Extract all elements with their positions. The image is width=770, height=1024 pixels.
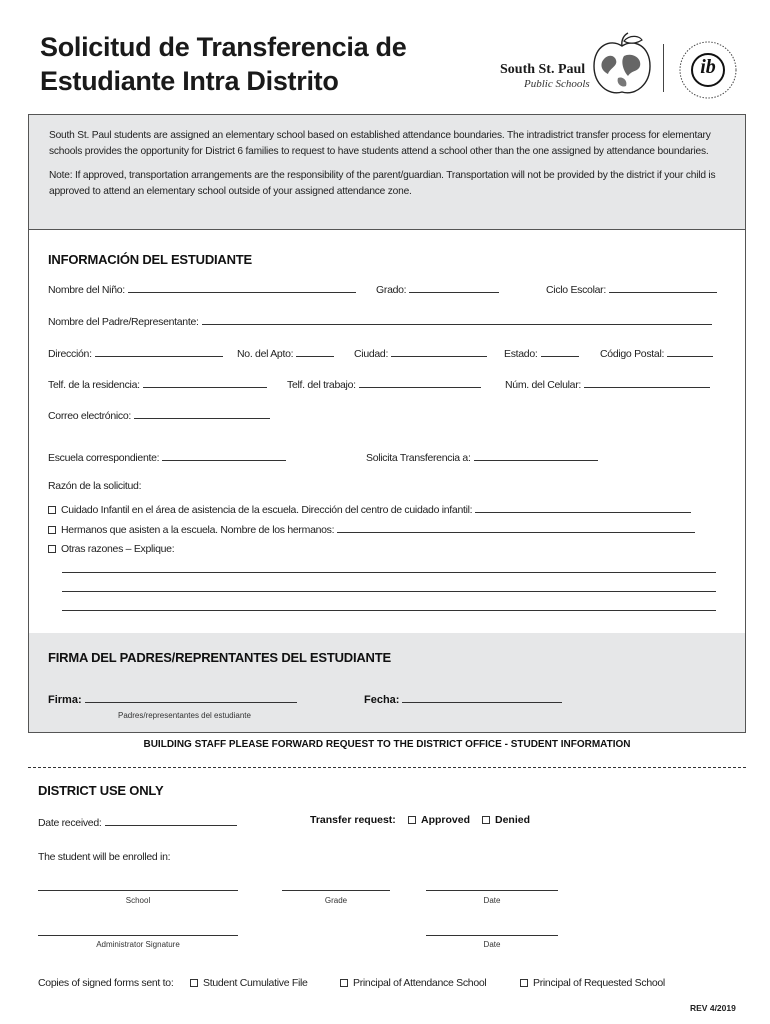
enrolled-label: The student will be enrolled in:: [38, 851, 171, 863]
admin-date-field[interactable]: [426, 935, 558, 936]
grade-label: Grado:: [376, 284, 407, 296]
cumulative-file-checkbox[interactable]: [190, 979, 198, 987]
logo-divider: [663, 44, 664, 92]
ib-world-school-icon: [678, 40, 738, 100]
apt-label: No. del Apto:: [237, 348, 294, 360]
work-phone-field[interactable]: [359, 377, 481, 388]
cumulative-file-label: Student Cumulative File: [203, 977, 308, 989]
district-use-heading: DISTRICT USE ONLY: [38, 783, 164, 798]
grade-field[interactable]: [409, 282, 499, 293]
explain-line-2[interactable]: [62, 591, 716, 592]
enrolled-date-caption: Date: [483, 896, 501, 905]
approved-checkbox[interactable]: [408, 816, 416, 824]
enrolled-date-field[interactable]: [426, 890, 558, 891]
child-name-field[interactable]: [128, 282, 356, 293]
intro-box: [28, 114, 746, 230]
address-field[interactable]: [95, 346, 223, 357]
childcare-field[interactable]: [475, 502, 691, 513]
zip-field[interactable]: [667, 346, 713, 357]
email-label: Correo electrónico:: [48, 410, 132, 422]
requested-principal-label: Principal of Requested School: [533, 977, 665, 989]
denied-checkbox[interactable]: [482, 816, 490, 824]
parent-name-field[interactable]: [202, 314, 712, 325]
title-line-1: Solicitud de Transferencia de: [40, 32, 407, 62]
signature-field[interactable]: [85, 692, 297, 703]
other-reason-checkbox[interactable]: [48, 545, 56, 553]
apple-globe-icon: [588, 32, 658, 98]
copies-label: Copies of signed forms sent to:: [38, 977, 174, 989]
explain-line-1[interactable]: [62, 572, 716, 573]
assigned-school-label: Escuela correspondiente:: [48, 452, 160, 464]
sign-date-label: Fecha:: [364, 694, 400, 706]
childcare-label: Cuidado Infantil en el área de asistencia de la escuela. Dirección del centro de cuidado infantil:: [61, 504, 473, 516]
forward-note: BUILDING STAFF PLEASE FORWARD REQUEST TO THE DISTRICT OFFICE - STUDENT INFORMATION: [143, 739, 631, 750]
siblings-label: Hermanos que asisten a la escuela. Nombre de los hermanos:: [61, 524, 335, 536]
assigned-school-field[interactable]: [162, 450, 286, 461]
siblings-checkbox[interactable]: [48, 526, 56, 534]
enrolled-school-field[interactable]: [38, 890, 238, 891]
city-label: Ciudad:: [354, 348, 389, 360]
cut-line: [28, 767, 746, 768]
revision-label: REV 4/2019: [690, 1003, 736, 1013]
district-logo-sub: Public Schools: [524, 78, 590, 90]
requested-principal-checkbox[interactable]: [520, 979, 528, 987]
explain-line-3[interactable]: [62, 610, 716, 611]
enrolled-school-caption: School: [125, 896, 151, 905]
signature-heading: FIRMA DEL PADRES/REPRENTANTES DEL ESTUDIANTE: [48, 650, 391, 665]
date-received-field[interactable]: [105, 815, 237, 826]
state-field[interactable]: [541, 346, 579, 357]
work-phone-label: Telf. del trabajo:: [287, 379, 356, 391]
attendance-principal-checkbox[interactable]: [340, 979, 348, 987]
title-line-2: Estudiante Intra Distrito: [40, 66, 339, 96]
signature-caption: Padres/representantes del estudiante: [118, 711, 251, 720]
approved-label: Approved: [421, 814, 471, 826]
city-field[interactable]: [391, 346, 487, 357]
attendance-principal-label: Principal of Attendance School: [353, 977, 487, 989]
ib-text: ib: [700, 56, 716, 78]
enrolled-grade-field[interactable]: [282, 890, 390, 891]
date-received-label: Date received:: [38, 817, 102, 829]
other-reason-label: Otras razones – Explique:: [61, 543, 175, 555]
childcare-checkbox[interactable]: [48, 506, 56, 514]
child-name-label: Nombre del Niño:: [48, 284, 125, 296]
page-title: [40, 30, 406, 98]
apt-field[interactable]: [296, 346, 334, 357]
email-field[interactable]: [134, 408, 270, 419]
home-phone-field[interactable]: [143, 377, 267, 388]
home-phone-label: Telf. de la residencia:: [48, 379, 140, 391]
transfer-request-label: Transfer request:: [310, 814, 396, 826]
transfer-to-field[interactable]: [474, 450, 598, 461]
siblings-field[interactable]: [337, 522, 695, 533]
address-label: Dirección:: [48, 348, 92, 360]
intro-note: Note: If approved, transportation arrangements are the responsibility of the parent/guardian. Transportation will not be provided by the district if your child is approved to attend an elementary school outside of your assigned attendance zone.: [49, 170, 716, 197]
district-logo-name: South St. Paul: [500, 62, 586, 77]
admin-signature-caption: Administrator Signature: [96, 940, 180, 949]
reason-label: Razón de la solicitud:: [48, 480, 142, 492]
school-year-label: Ciclo Escolar:: [546, 284, 606, 296]
enrolled-grade-caption: Grade: [324, 896, 348, 905]
student-info-heading: INFORMACIÓN DEL ESTUDIANTE: [48, 252, 253, 267]
denied-label: Denied: [495, 814, 531, 826]
zip-label: Código Postal:: [600, 348, 665, 360]
parent-name-label: Nombre del Padre/Representante:: [48, 316, 199, 328]
school-year-field[interactable]: [609, 282, 717, 293]
cell-phone-label: Núm. del Celular:: [505, 379, 582, 391]
district-logo: [500, 62, 590, 90]
admin-date-caption: Date: [483, 940, 501, 949]
admin-signature-field[interactable]: [38, 935, 238, 936]
intro-paragraph: South St. Paul students are assigned an elementary school based on established attendance boundaries. The intradistrict transfer process for elementary schools provides the opportunity for District 6 families to request to have students attend a school other than the one assigned by attendance boundaries.: [49, 130, 711, 157]
sign-date-field[interactable]: [402, 692, 562, 703]
signature-label: Firma:: [48, 694, 82, 706]
transfer-to-label: Solicita Transferencia a:: [366, 452, 471, 464]
cell-phone-field[interactable]: [584, 377, 710, 388]
state-label: Estado:: [504, 348, 538, 360]
